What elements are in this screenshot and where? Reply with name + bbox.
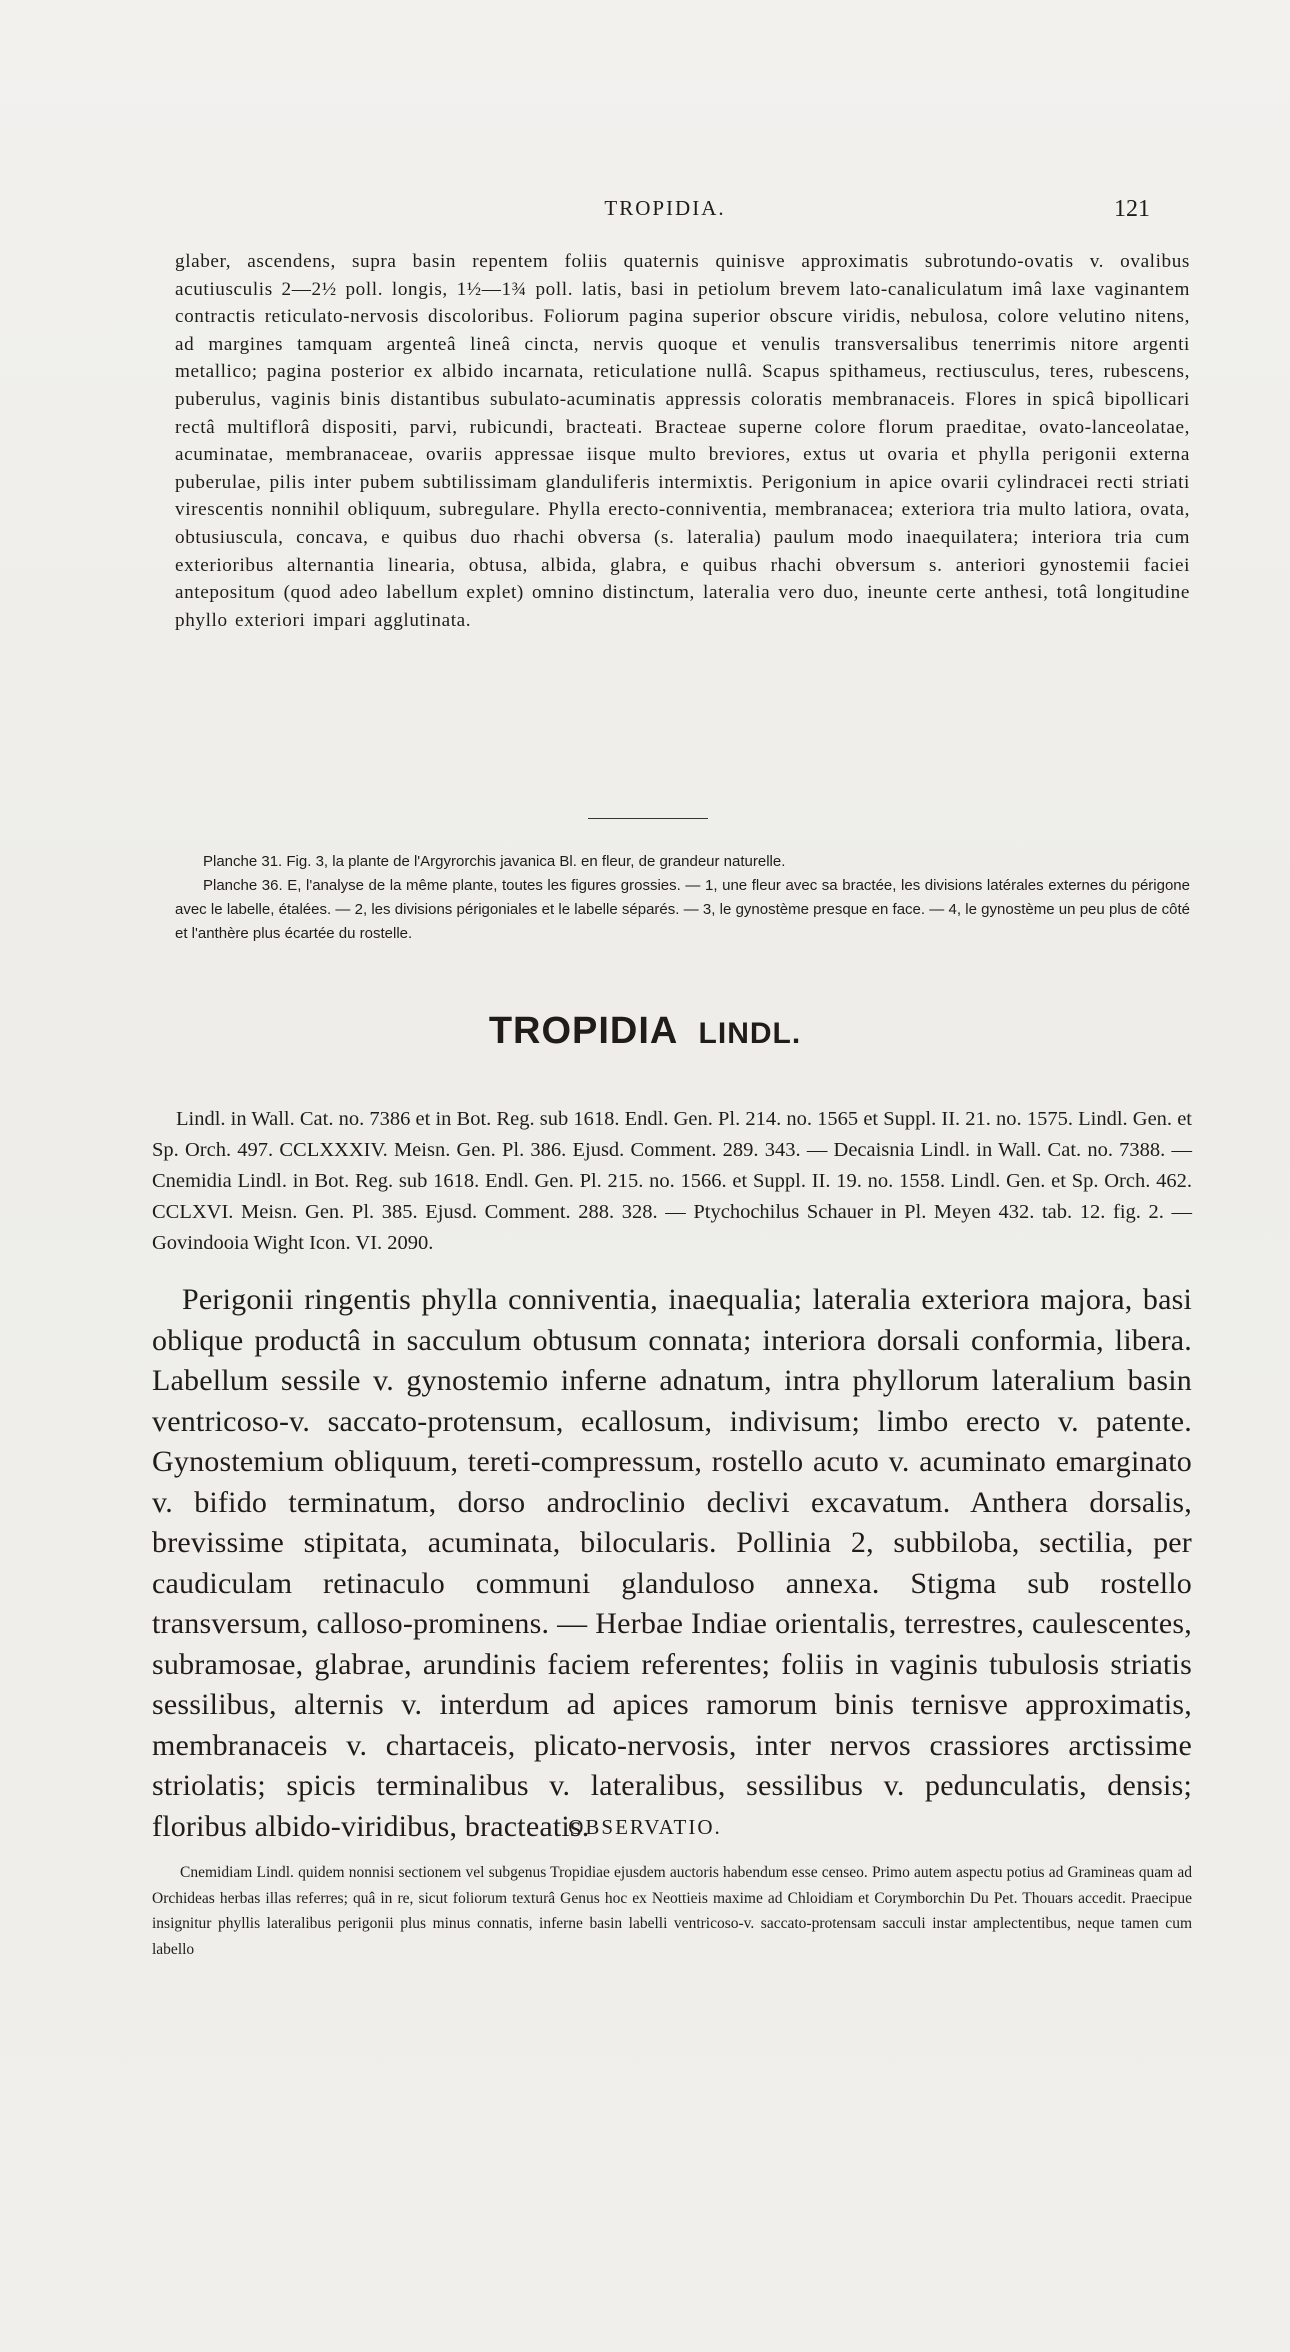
genus-heading — [0, 1010, 1290, 1053]
species-description-continued: glaber, ascendens, supra basin repentem foliis quaternis quinisve approximatis subrotundo-ovatis v. ovalibus acutiusculis 2—2½ poll. longis, 1½—1¾ poll. latis, basi in petiolum brevem lato-canaliculatum imâ laxe vaginantem contractis reticulato-nervosis discoloribus. Foliorum pagina superior obscure viridis, nebulosa, colore velutino nitens, ad margines tamquam argenteâ lineâ cincta, nervis quoque et venulis transversalibus tenerrimis nitore argenti metallico; pagina posterior ex albido incarnata, reticulatione nullâ. Scapus spithameus, rectiusculus, teres, rubescens, puberulus, vaginis binis distantibus subulato-acuminatis appressis coloratis membranaceis. Flores in spicâ bipollicari rectâ multiflorâ dispositi, parvi, rubicundi, bracteati. Bracteae superne colore florum praeditae, ovato-lanceolatae, acuminatae, membranaceae, ovariis appressae iisque multo breviores, extus ut ovaria et phylla perigonii externa puberulae, pilis inter pubem subtilissimam glanduliferis intermixtis. Perigonium in apice ovarii cylindracei recti striati virescentis nonnihil obliquum, subregulare. Phylla erecto-conniventia, membranacea; exteriora tria multo latiora, ovata, obtusiuscula, concava, e quibus duo rhachi obversa (s. lateralia) paulum modo inaequilatera; interiora tria cum exterioribus alternantia linearia, obtusa, albida, glabra, e quibus rhachi obversum s. anteriori gynostemii faciei antepositum (quod adeo labellum explet) omnino distinctum, lateralia vero duo, ineunte certe anthesi, totâ longitudine phyllo exteriori impari agglutinata. — [175, 251, 1190, 631]
genus-name: TROPIDIA — [488, 1010, 677, 1052]
running-title: TROPIDIA. — [604, 196, 726, 220]
plate-note-31: Planche 31. Fig. 3, la plante de l'Argyrorchis javanica Bl. en fleur, de grandeur naturelle. — [203, 853, 786, 870]
section-divider — [588, 818, 708, 819]
genus-description — [152, 1280, 1192, 1847]
page-number: 121 — [1114, 196, 1150, 222]
plate-note-36: Planche 36. E, l'analyse de la même plante, toutes les figures grossies. — 1, une fleur avec sa bractée, les divisions latérales externes du périgone avec le labelle, étalées. — 2, les divisions périgoniales et le labelle séparés. — 3, le gynostème presque en face. — 4, le gynostème un peu plus de côté et l'anthère plus écartée du rostelle. — [175, 877, 1190, 942]
synonymy-text: Lindl. in Wall. Cat. no. 7386 et in Bot. Reg. sub 1618. Endl. Gen. Pl. 214. no. 1565 et Suppl. II. 21. no. 1575. Lindl. Gen. et Sp. Orch. 497. CCLXXXIV. Meisn. Gen. Pl. 386. Ejusd. Comment. 289. 343. — Decaisnia Lindl. in Wall. Cat. no. 7388. — Cnemidia Lindl. in Bot. Reg. sub 1618. Endl. Gen. Pl. 215. no. 1566. et Suppl. II. 19. no. 1558. Lindl. Gen. et Sp. Orch. 462. CCLXVI. Meisn. Gen. Pl. 385. Ejusd. Comment. 288. 328. — Ptychochilus Schauer in Pl. Meyen 432. tab. 12. fig. 2. — Govindooia Wight Icon. VI. 2090. — [152, 1108, 1192, 1254]
genus-description-text: Perigonii ringentis phylla conniventia, inaequalia; lateralia exteriora majora, basi oblique productâ in sacculum obtusum connata; interiora dorsali conformia, libera. Labellum sessile v. gynostemio inferne adnatum, intra phyllorum lateralium basin ventricoso-v. saccato-protensum, ecallosum, indivisum; limbo erecto v. patente. Gynostemium obliquum, tereti-compressum, rostello acuto v. acuminato emarginato v. bifido terminatum, dorso androclinio declivi excavatum. Anthera dorsalis, brevissime stipitata, acuminata, bilocularis. Pollinia 2, subbiloba, sectilia, per caudiculam retinaculo communi glanduloso annexa. Stigma sub rostello transversum, calloso-prominens. — Herbae Indiae orientalis, terrestres, caulescentes, subramosae, glabrae, arundinis faciem referentes; foliis in vaginis tubulosis striatis sessilibus, alternis v. interdum ad apices ramorum binis ternisve approximatis, membranaceis v. chartaceis, plicato-nervosis, inter nervos crassiores arctissime striolatis; spicis terminalibus v. lateralibus, sessilibus v. pedunculatis, densis; floribus albido-viridibus, bracteatis. — [152, 1283, 1192, 1843]
observatio-text: Cnemidiam Lindl. quidem nonnisi sectionem vel subgenus Tropidiae ejusdem auctoris habendum esse censeo. Primo autem aspectu potius ad Gramineas quam ad Orchideas herbas illas referres; quâ in re, sicut foliorum texturâ Genus hoc ex Neottieis maxime ad Chloidiam et Corymborchin Du Pet. Thouars accedit. Praecipue insignitur phyllis lateralibus perigonii plus minus connatis, inferne basin labelli ventricoso-v. saccato-protensam sacculi instar amplectentibus, neque tamen cum labello — [152, 1864, 1192, 1958]
running-head — [180, 196, 1150, 226]
genus-authority: LINDL. — [698, 1017, 802, 1050]
synonymy-block — [152, 1104, 1192, 1259]
observatio-heading: OBSERVATIO. — [568, 1815, 722, 1839]
observatio-block — [152, 1860, 1192, 1962]
plate-notes — [175, 850, 1190, 946]
